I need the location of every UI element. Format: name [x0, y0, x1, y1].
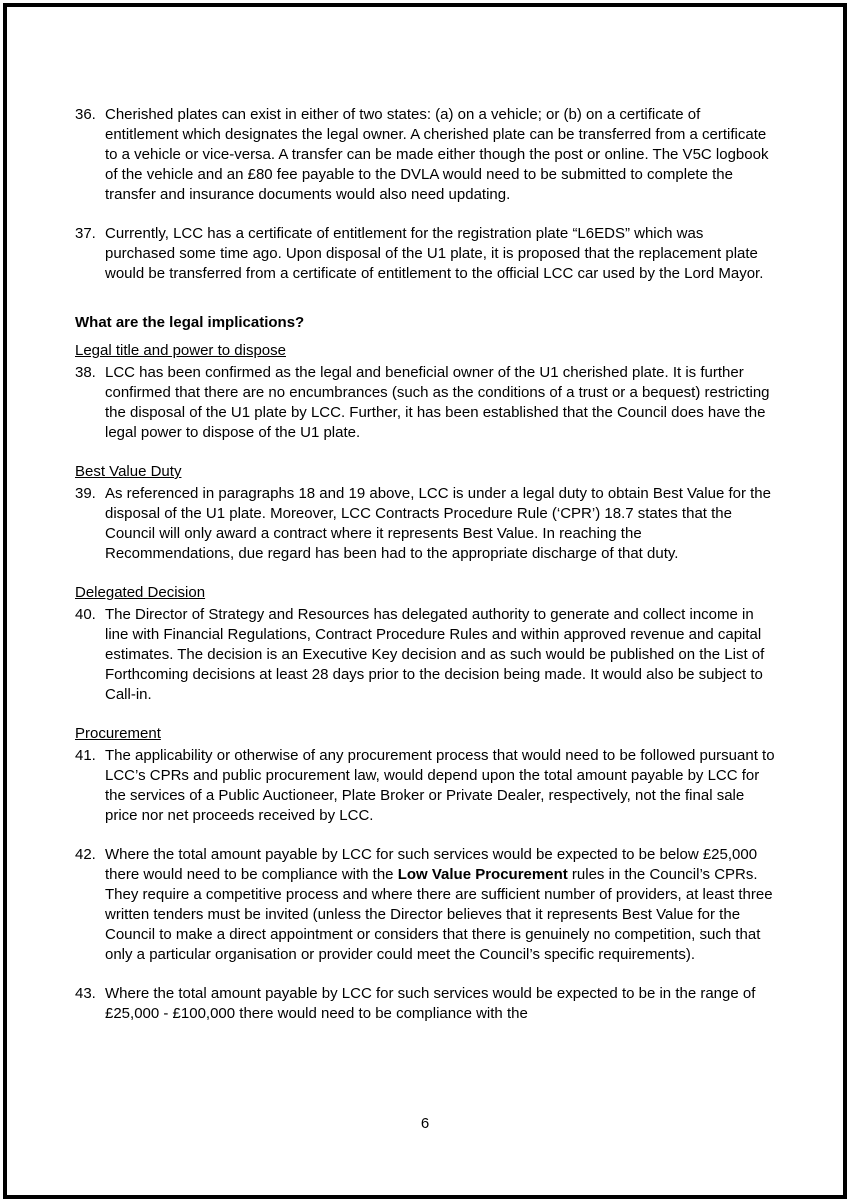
- paragraph-37-text: Currently, LCC has a certificate of entitlement for the registration plate “L6EDS” which was purchased some time ago. Upon disposal of the U1 plate, it is proposed that the replacement plate would be transferred from a certificate of entitlement to the official LCC car used by the Lord Mayor.: [105, 225, 764, 282]
- paragraph-40: [75, 605, 775, 705]
- paragraph-36-text: Cherished plates can exist in either of two states: (a) on a vehicle; or (b) on a certificate of entitlement which designates the legal owner. A cherished plate can be transferred from a certificate to a vehicle or vice-versa. A transfer can be made either though the post or online. The V5C logbook of the vehicle and an £80 fee payable to the DVLA would need to be submitted to complete the transfer and insurance documents would also need updating.: [105, 106, 769, 203]
- paragraph-38-number: 38.: [75, 364, 96, 381]
- subheading-best-value-duty: Best Value Duty: [75, 463, 182, 480]
- paragraph-38: [75, 363, 775, 443]
- paragraph-42-text-after: rules in the Council’s CPRs. They require a competitive process and where there are sufficient number of providers, at least three written tenders must be invited (unless the Director believes that it represents Best Value for the Council to make a direct appointment or considers that there is genuinely no competition, such that only a particular organisation or provider could meet the Council’s specific requirements).: [105, 866, 773, 963]
- paragraph-41-number: 41.: [75, 747, 96, 764]
- paragraph-37: [75, 224, 775, 284]
- paragraph-39-number: 39.: [75, 485, 96, 502]
- paragraph-42: [75, 845, 775, 965]
- paragraph-41-text: The applicability or otherwise of any procurement process that would need to be followed pursuant to LCC’s CPRs and public procurement law, would depend upon the total amount payable by LCC for the services of a Public Auctioneer, Plate Broker or Private Dealer, respectively, not the final sale price nor net proceeds received by LCC.: [105, 747, 775, 824]
- paragraph-40-number: 40.: [75, 606, 96, 623]
- paragraph-36-number: 36.: [75, 106, 96, 123]
- document-content: [75, 105, 775, 1043]
- paragraph-42-number: 42.: [75, 846, 96, 863]
- paragraph-37-number: 37.: [75, 225, 96, 242]
- paragraph-42-text-bold: Low Value Procurement: [397, 866, 568, 883]
- paragraph-39: [75, 484, 775, 564]
- paragraph-41: [75, 746, 775, 826]
- subheading-delegated-decision: Delegated Decision: [75, 584, 206, 601]
- paragraph-43-text: Where the total amount payable by LCC for such services would be expected to be in the range of £25,000 - £100,000 there would need to be compliance with the: [105, 985, 756, 1022]
- paragraph-42-text: [105, 845, 775, 965]
- subheading-procurement: Procurement: [75, 725, 161, 742]
- page-number: 6: [420, 1115, 430, 1132]
- paragraph-43: [75, 984, 775, 1024]
- paragraph-39-text: As referenced in paragraphs 18 and 19 above, LCC is under a legal duty to obtain Best Value for the disposal of the U1 plate. Moreover, LCC Contracts Procedure Rule (‘CPR’) 18.7 states that the Council will only award a contract where it represents Best Value. In reaching the Recommendations, due regard has been had to the appropriate discharge of that duty.: [105, 485, 771, 562]
- paragraph-43-number: 43.: [75, 985, 96, 1002]
- paragraph-40-text: The Director of Strategy and Resources has delegated authority to generate and collect income in line with Financial Regulations, Contract Procedure Rules and within approved revenue and capital estimates. The decision is an Executive Key decision and as such would be published on the List of Forthcoming decisions at least 28 days prior to the decision being made. It would also be subject to Call-in.: [105, 606, 765, 703]
- paragraph-42-text-before: Where the total amount payable by LCC for such services would be expected to be below £25,000 there would need to be compliance with the: [105, 846, 758, 883]
- subheading-legal-title: Legal title and power to dispose: [75, 342, 286, 359]
- paragraph-38-text: LCC has been confirmed as the legal and beneficial owner of the U1 cherished plate. It is further confirmed that there are no encumbrances (such as the conditions of a trust or a bequest) restricting the disposal of the U1 plate by LCC. Further, it has been established that the Council does have the legal power to dispose of the U1 plate.: [105, 364, 770, 441]
- heading-legal-implications: What are the legal implications?: [75, 314, 305, 331]
- paragraph-36: [75, 105, 775, 205]
